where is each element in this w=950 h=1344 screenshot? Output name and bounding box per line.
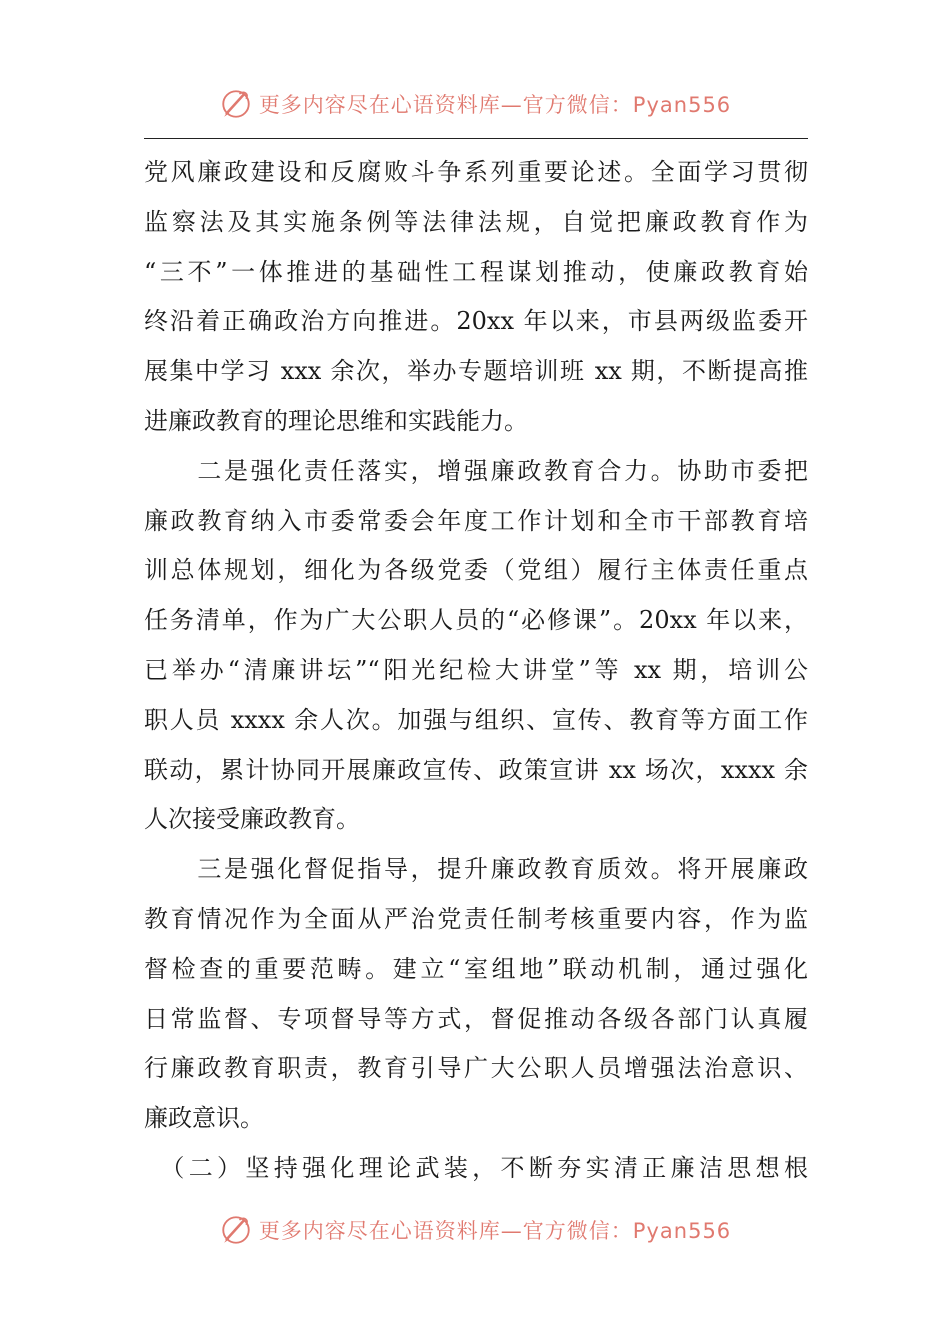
paragraph-start-line: 三是强化督促指导，提升廉政教育质效。将开展廉政 xyxy=(144,855,808,884)
paragraph-start-line: 二是强化责任落实，增强廉政教育合力。协助市委把 xyxy=(144,456,808,485)
text-line: 廉政教育纳入市委常委会年度工作计划和全市干部教育培 xyxy=(144,506,808,535)
text-line: 廉政意识。 xyxy=(144,1104,264,1133)
text-line: 人次接受廉政教育。 xyxy=(144,805,360,834)
watermark-text: 更多内容尽在心语资料库—官方微信：Pyan556 xyxy=(258,1219,732,1243)
page-header-watermark xyxy=(0,84,950,124)
pen-logo-icon xyxy=(219,87,253,121)
section-heading-line: （二）坚持强化理论武装，不断夯实清正廉洁思想根 xyxy=(144,1153,808,1182)
text-line: 日常监督、专项督导等方式，督促推动各级各部门认真履 xyxy=(144,1004,808,1033)
text-line: “三不”一体推进的基础性工程谋划推动，使廉政教育始 xyxy=(144,257,808,286)
text-line: 监察法及其实施条例等法律法规，自觉把廉政教育作为 xyxy=(144,207,808,236)
text-line: 党风廉政建设和反腐败斗争系列重要论述。全面学习贯彻 xyxy=(144,158,808,186)
text-line: 教育情况作为全面从严治党责任制考核重要内容，作为监 xyxy=(144,904,808,933)
text-line: 已举办“清廉讲坛”“阳光纪检大讲堂”等 xx 期，培训公 xyxy=(144,655,808,684)
text-line: 联动，累计协同开展廉政宣传、政策宣讲 xx 场次，xxxx 余 xyxy=(144,755,808,784)
text-line: 展集中学习 xxx 余次，举办专题培训班 xx 期，不断提高推 xyxy=(144,357,808,386)
text-line: 进廉政教育的理论思维和实践能力。 xyxy=(144,406,528,435)
text-line: 职人员 xxxx 余人次。加强与组织、宣传、教育等方面工作 xyxy=(144,705,808,734)
pen-logo-icon xyxy=(219,1213,253,1247)
header-divider xyxy=(144,138,808,139)
text-line: 终沿着正确政治方向推进。20xx 年以来，市县两级监委开 xyxy=(144,307,808,336)
text-line: 任务清单，作为广大公职人员的“必修课”。20xx 年以来， xyxy=(144,606,808,635)
page-footer-watermark xyxy=(0,1210,950,1250)
text-line: 督检查的重要范畴。建立“室组地”联动机制，通过强化 xyxy=(144,954,808,983)
document-body xyxy=(144,148,808,1194)
watermark-text: 更多内容尽在心语资料库—官方微信：Pyan556 xyxy=(258,93,732,117)
text-line: 行廉政教育职责，教育引导广大公职人员增强法治意识、 xyxy=(144,1054,808,1083)
text-line: 训总体规划，细化为各级党委（党组）履行主体责任重点 xyxy=(144,556,808,585)
